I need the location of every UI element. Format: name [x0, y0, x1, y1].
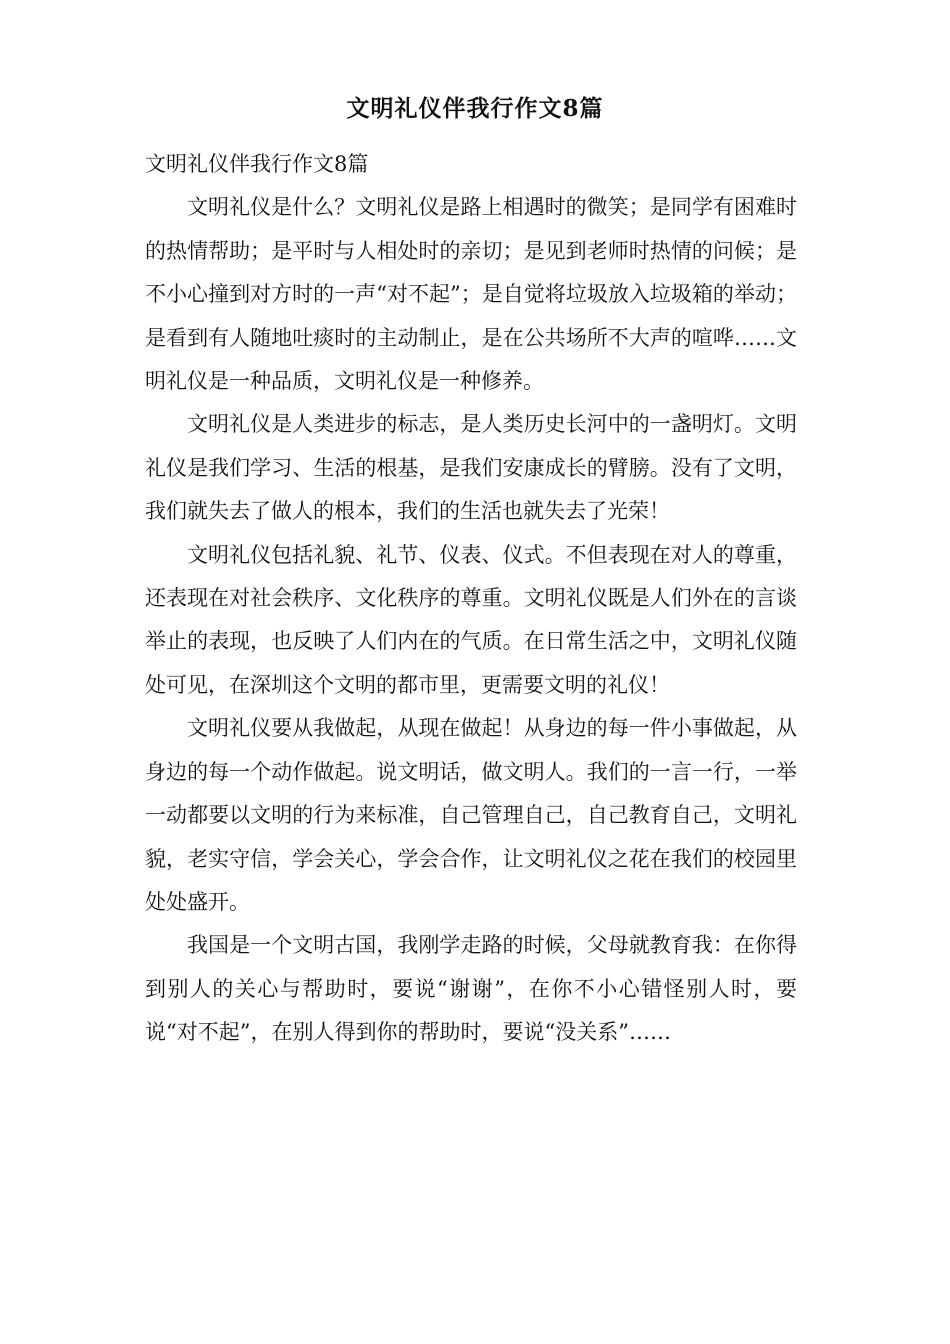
paragraph-3: 文明礼仪包括礼貌、礼节、仪表、仪式。不但表现在对人的尊重，还表现在对社会秩序、文化秩序的尊重。文明礼仪既是人们外在的言谈举止的表现，也反映了人们内在的气质。在日常生活之中，文明礼仪随处可见，在深圳这个文明的都市里，更需要文明的礼仪！	[145, 542, 797, 697]
paragraph-1: 文明礼仪是什么？文明礼仪是路上相遇时的微笑；是同学有困难时的热情帮助；是平时与人相处时的亲切；是见到老师时热情的问候；是不小心撞到对方时的一声“对不起”；是自觉将垃圾放入垃圾箱的举动；是看到有人随地吐痰时的主动制止，是在公共场所不大声的喧哗……文明礼仪是一种品质，文明礼仪是一种修养。	[145, 195, 797, 394]
paragraph-5: 我国是一个文明古国，我刚学走路的时候，父母就教育我：在你得到别人的关心与帮助时，要说“谢谢”，在你不小心错怪别人时，要说“对不起”，在别人得到你的帮助时，要说“没关系”……	[145, 933, 797, 1045]
document-title: 文明礼仪伴我行作文8篇	[346, 95, 604, 122]
document-body	[145, 143, 797, 1055]
paragraph-2: 文明礼仪是人类进步的标志，是人类历史长河中的一盏明灯。文明礼仪是我们学习、生活的根基，是我们安康成长的臂膀。没有了文明，我们就失去了做人的根本，我们的生活也就失去了光荣！	[145, 412, 797, 524]
document-subtitle: 文明礼仪伴我行作文8篇	[145, 152, 369, 176]
paragraph-4: 文明礼仪要从我做起，从现在做起！从身边的每一件小事做起，从身边的每一个动作做起。说文明话，做文明人。我们的一言一行，一举一动都要以文明的行为来标准，自己管理自己，自己教育自己，文明礼貌，老实守信，学会关心，学会合作，让文明礼仪之花在我们的校园里处处盛开。	[145, 716, 797, 914]
